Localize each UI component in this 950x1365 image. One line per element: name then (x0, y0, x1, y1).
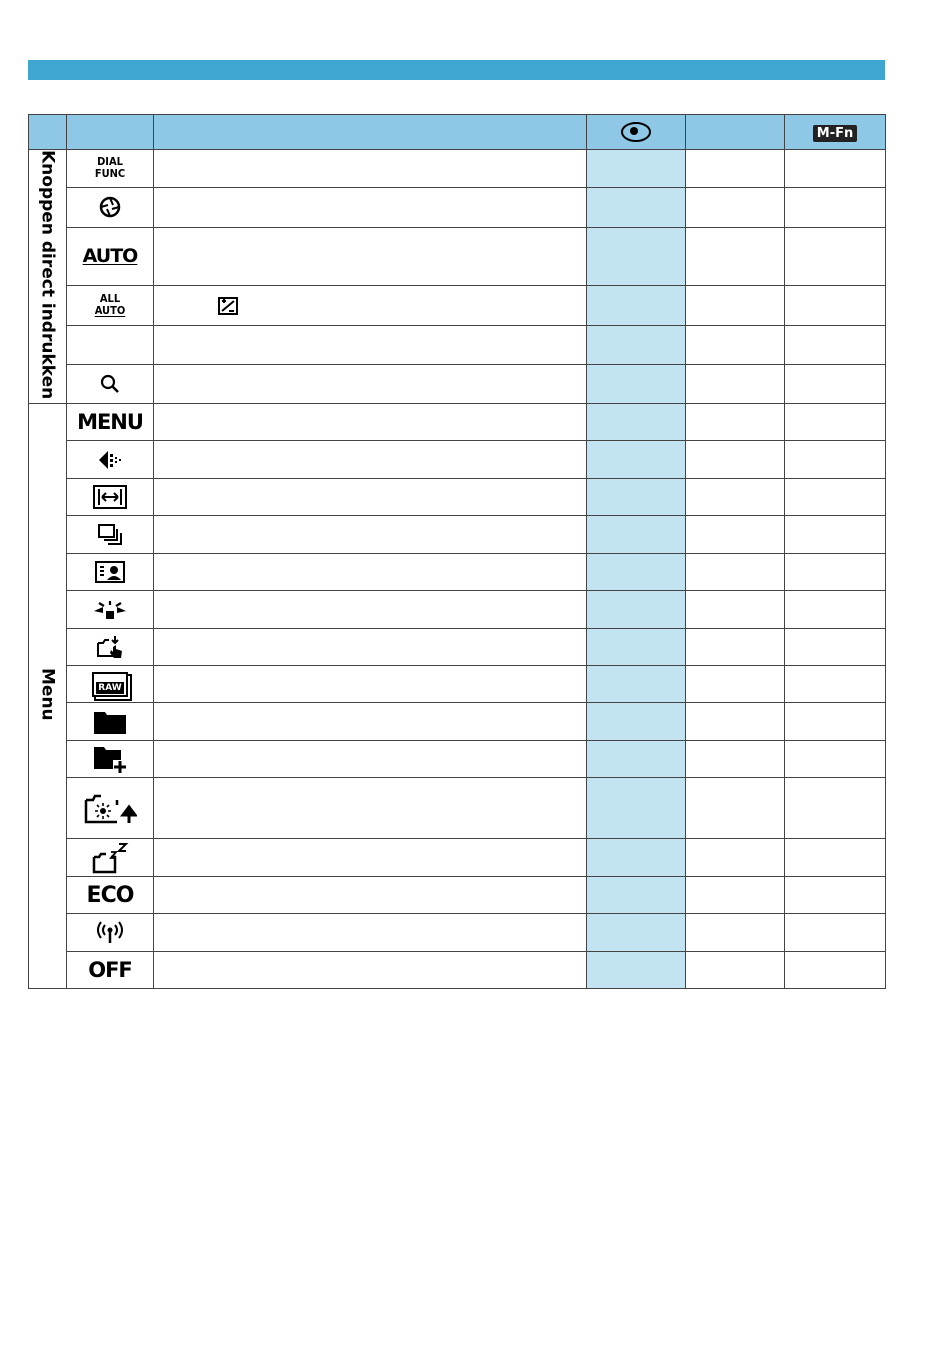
eye-cell (587, 952, 686, 989)
table-row (29, 325, 886, 364)
mfn-cell (785, 591, 886, 629)
cell (686, 150, 785, 188)
mfn-cell (785, 778, 886, 839)
aperture-icon (67, 188, 154, 227)
dial-func-icon (67, 150, 154, 188)
table-row (29, 666, 886, 703)
eye-cell (587, 404, 686, 441)
eye-cell (587, 441, 686, 479)
table-row (29, 227, 886, 286)
flash-icon (67, 591, 154, 629)
table-row (29, 554, 886, 591)
eye-cell (587, 227, 686, 286)
dial-func-text-2: FUNC (94, 167, 126, 181)
eye-cell (587, 286, 686, 325)
menu-text: MENU (77, 410, 143, 435)
cell (686, 914, 785, 952)
cell (686, 404, 785, 441)
description-cell (154, 364, 587, 403)
eye-cell (587, 188, 686, 227)
wireless-icon (67, 914, 154, 952)
eye-cell (587, 554, 686, 591)
description-cell (154, 286, 587, 325)
description-cell (154, 591, 587, 629)
eye-cell (587, 629, 686, 666)
cell (686, 666, 785, 703)
eye-cell (587, 877, 686, 914)
description-cell (154, 516, 587, 554)
table-row (29, 703, 886, 741)
description-cell (154, 188, 587, 227)
mfn-cell (785, 188, 886, 227)
description-cell (154, 666, 587, 703)
eye-cell (587, 150, 686, 188)
table-row (29, 188, 886, 227)
mfn-cell (785, 839, 886, 877)
group-label-menu: Menu (37, 667, 58, 721)
auto-icon (67, 227, 154, 286)
eye-cell (587, 325, 686, 364)
cell (686, 839, 785, 877)
description-cell (154, 150, 587, 188)
magnify-icon (67, 364, 154, 403)
cell (686, 441, 785, 479)
group-label-buttons: Knoppen direct indrukken (37, 150, 58, 400)
table-row (29, 741, 886, 778)
cell (686, 591, 785, 629)
mfn-cell (785, 364, 886, 403)
mfn-cell (785, 877, 886, 914)
all-auto-text-1: ALL (99, 292, 121, 306)
mfn-cell (785, 516, 886, 554)
description-cell (154, 839, 587, 877)
eye-cell (587, 914, 686, 952)
table-row (29, 914, 886, 952)
all-auto-text-2: AUTO (94, 304, 126, 318)
mfn-cell (785, 914, 886, 952)
mfn-cell (785, 479, 886, 516)
eye-cell (587, 591, 686, 629)
cell (686, 516, 785, 554)
raw-text: RAW (98, 682, 122, 693)
cell (686, 778, 785, 839)
eye-cell (587, 666, 686, 703)
table-row (29, 629, 886, 666)
blank-icon (67, 325, 154, 364)
mfn-button-icon: M-Fn (813, 125, 857, 142)
aspect-ratio-icon (67, 479, 154, 516)
table-row (29, 286, 886, 325)
description-cell (154, 741, 587, 778)
table-header-row (29, 115, 886, 150)
group-menu (29, 404, 67, 989)
description-cell (154, 325, 587, 364)
header-cell-blank (686, 115, 785, 150)
cell (686, 703, 785, 741)
eye-cell (587, 839, 686, 877)
face-detect-icon (67, 554, 154, 591)
drive-mode-icon (67, 516, 154, 554)
table-row (29, 778, 886, 839)
eco-text: ECO (86, 882, 134, 908)
cell (686, 554, 785, 591)
mfn-cell (785, 227, 886, 286)
cell (686, 364, 785, 403)
menu-icon (67, 404, 154, 441)
eye-cell (587, 741, 686, 778)
function-assignment-table (28, 114, 886, 989)
mfn-cell (785, 554, 886, 591)
description-cell (154, 914, 587, 952)
header-cell-description (154, 115, 587, 150)
cell (686, 227, 785, 286)
mfn-cell (785, 286, 886, 325)
eye-button-icon (620, 121, 652, 143)
section-banner (28, 60, 885, 80)
header-cell-mfn (785, 115, 886, 150)
description-cell (154, 703, 587, 741)
description-cell (154, 404, 587, 441)
description-cell (154, 877, 587, 914)
eye-cell (587, 479, 686, 516)
table-row (29, 952, 886, 989)
description-cell (154, 554, 587, 591)
cell (686, 741, 785, 778)
eye-cell (587, 364, 686, 403)
off-text: OFF (88, 958, 132, 983)
table-row (29, 441, 886, 479)
exposure-compensation-icon (218, 297, 238, 315)
table-row (29, 516, 886, 554)
cell (686, 479, 785, 516)
all-auto-icon (67, 286, 154, 325)
header-cell-group (29, 115, 67, 150)
header-cell-eye-button (587, 115, 686, 150)
new-folder-icon (67, 741, 154, 778)
table-row (29, 479, 886, 516)
eco-icon (67, 877, 154, 914)
brightness-icon (67, 778, 154, 839)
touch-shutter-icon (67, 629, 154, 666)
mfn-cell (785, 629, 886, 666)
cell (686, 188, 785, 227)
eye-cell (587, 778, 686, 839)
image-quality-icon (67, 441, 154, 479)
table-row (29, 404, 886, 441)
description-cell (154, 629, 587, 666)
mfn-cell (785, 404, 886, 441)
mfn-cell (785, 703, 886, 741)
cell (686, 286, 785, 325)
auto-text: AUTO (82, 245, 138, 268)
header-cell-icon (67, 115, 154, 150)
description-cell (154, 778, 587, 839)
mfn-cell (785, 741, 886, 778)
group-buttons (29, 150, 67, 404)
table-row (29, 364, 886, 403)
mfn-cell (785, 441, 886, 479)
description-cell (154, 227, 587, 286)
cell (686, 952, 785, 989)
cell (686, 629, 785, 666)
eye-cell (587, 516, 686, 554)
raw-icon (67, 666, 154, 703)
table-row (29, 150, 886, 188)
power-off-icon (67, 952, 154, 989)
mfn-cell (785, 952, 886, 989)
mfn-cell (785, 150, 886, 188)
eye-cell (587, 703, 686, 741)
description-cell (154, 441, 587, 479)
mfn-cell (785, 325, 886, 364)
sleep-icon (67, 839, 154, 877)
cell (686, 325, 785, 364)
table-row (29, 591, 886, 629)
mfn-cell (785, 666, 886, 703)
folder-icon (67, 703, 154, 741)
table-row (29, 877, 886, 914)
dial-func-text-1: DIAL (97, 155, 123, 169)
table-row (29, 839, 886, 877)
description-cell (154, 952, 587, 989)
cell (686, 877, 785, 914)
description-cell (154, 479, 587, 516)
